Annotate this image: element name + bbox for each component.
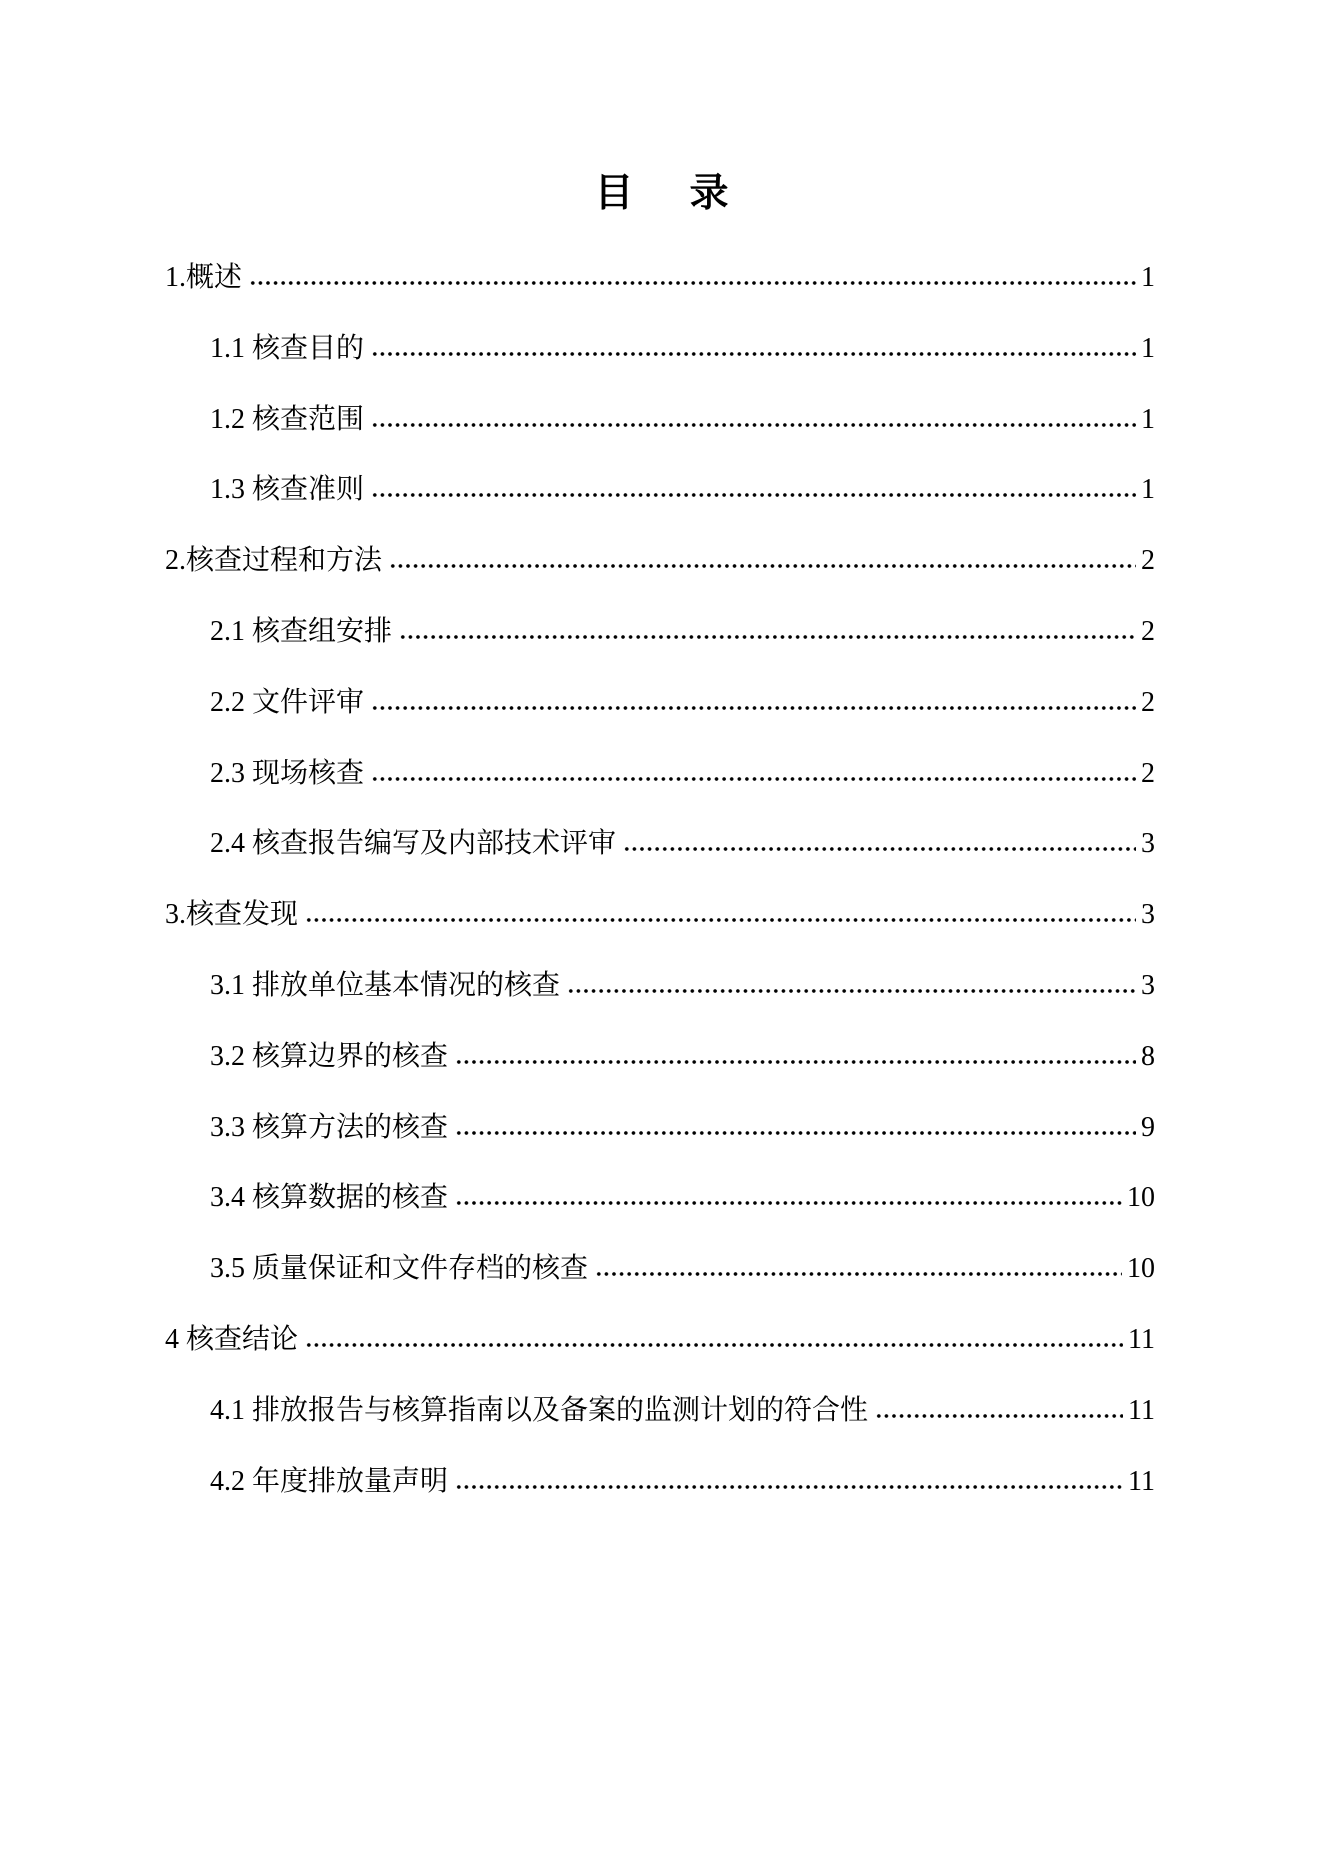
toc-entry-page-number: 1: [1141, 262, 1155, 293]
toc-entry-label: 2.3 现场核查: [210, 757, 365, 789]
toc-entry: [165, 1298, 1155, 1369]
dot-leader: [455, 1200, 1122, 1206]
dot-leader: [371, 492, 1136, 498]
toc-entry: [165, 1086, 1155, 1157]
toc-entry-page-number: 2: [1141, 615, 1155, 647]
toc-entry: [165, 236, 1155, 307]
toc-entry-label: 1.3 核查准则: [210, 474, 365, 506]
toc-entry-page-number: 11: [1128, 1465, 1155, 1497]
toc-entry: [165, 1156, 1155, 1227]
toc-entry-page-number: 8: [1141, 1040, 1155, 1072]
toc-entry: [165, 1369, 1155, 1440]
toc-entry-page-number: 10: [1127, 1253, 1155, 1285]
toc-entry-label: 2.4 核查报告编写及内部技术评审: [210, 828, 617, 860]
toc-entry-page-number: 1: [1141, 332, 1155, 364]
toc-entry: [165, 802, 1155, 873]
toc-entry-page-number: 10: [1127, 1182, 1155, 1214]
toc-entry: [165, 519, 1155, 590]
toc-entry-label: 2.1 核查组安排: [210, 615, 393, 647]
toc-entry-label: 4 核查结论: [165, 1323, 299, 1355]
toc-entry-page-number: 2: [1141, 686, 1155, 718]
toc-entry-page-number: 9: [1141, 1111, 1155, 1143]
toc-entry-label: 3.4 核算数据的核查: [210, 1182, 449, 1214]
page-title: [0, 172, 1323, 216]
toc-entry: [165, 378, 1155, 449]
dot-leader: [371, 705, 1136, 711]
toc-list: [165, 236, 1155, 1510]
dot-leader: [371, 351, 1136, 357]
toc-entry-label: 3.2 核算边界的核查: [210, 1040, 449, 1072]
toc-entry: [165, 732, 1155, 803]
toc-entry: [165, 448, 1155, 519]
toc-entry-label: 3.核查发现: [165, 899, 299, 931]
toc-entry: [165, 1440, 1155, 1511]
dot-leader: [249, 280, 1136, 286]
toc-entry: [165, 590, 1155, 661]
toc-entry: [165, 873, 1155, 944]
toc-entry-page-number: 2: [1141, 545, 1155, 577]
dot-leader: [455, 1130, 1136, 1136]
dot-leader: [389, 563, 1136, 569]
toc-entry: [165, 661, 1155, 732]
dot-leader: [455, 1059, 1136, 1065]
toc-entry-page-number: 11: [1128, 1323, 1155, 1355]
toc-entry: [165, 944, 1155, 1015]
dot-leader: [399, 634, 1136, 640]
toc-entry-page-number: 1: [1141, 474, 1155, 506]
dot-leader: [623, 846, 1136, 852]
toc-entry-page-number: 3: [1141, 969, 1155, 1001]
toc-entry-label: 1.2 核查范围: [210, 403, 365, 435]
toc-entry-label: 3.3 核算方法的核查: [210, 1111, 449, 1143]
dot-leader: [371, 422, 1136, 428]
toc-entry-label: 3.5 质量保证和文件存档的核查: [210, 1253, 589, 1285]
toc-entry-label: 2.2 文件评审: [210, 686, 365, 718]
toc-entry-label: 1.1 核查目的: [210, 332, 365, 364]
dot-leader: [455, 1484, 1123, 1490]
dot-leader: [371, 776, 1136, 782]
toc-entry-page-number: 11: [1128, 1394, 1155, 1426]
toc-entry-label: 3.1 排放单位基本情况的核查: [210, 969, 561, 1001]
toc-entry-label: 4.2 年度排放量声明: [210, 1465, 449, 1497]
toc-entry-label: 4.1 排放报告与核算指南以及备案的监测计划的符合性: [210, 1394, 869, 1426]
toc-entry-page-number: 3: [1141, 828, 1155, 860]
toc-entry-page-number: 1: [1141, 403, 1155, 435]
toc-entry: [165, 307, 1155, 378]
dot-leader: [567, 988, 1136, 994]
toc-entry: [165, 1227, 1155, 1298]
toc-entry-page-number: 3: [1141, 899, 1155, 931]
dot-leader: [305, 917, 1136, 923]
toc-entry-page-number: 2: [1141, 757, 1155, 789]
dot-leader: [305, 1342, 1123, 1348]
toc-entry-label: 1.概述: [165, 262, 243, 293]
toc-entry-label: 2.核查过程和方法: [165, 545, 383, 577]
toc-entry: [165, 1015, 1155, 1086]
dot-leader: [595, 1271, 1122, 1277]
page-title-char-2: 录: [689, 172, 729, 215]
dot-leader: [875, 1413, 1123, 1419]
page-title-char-1: 目: [594, 172, 634, 215]
